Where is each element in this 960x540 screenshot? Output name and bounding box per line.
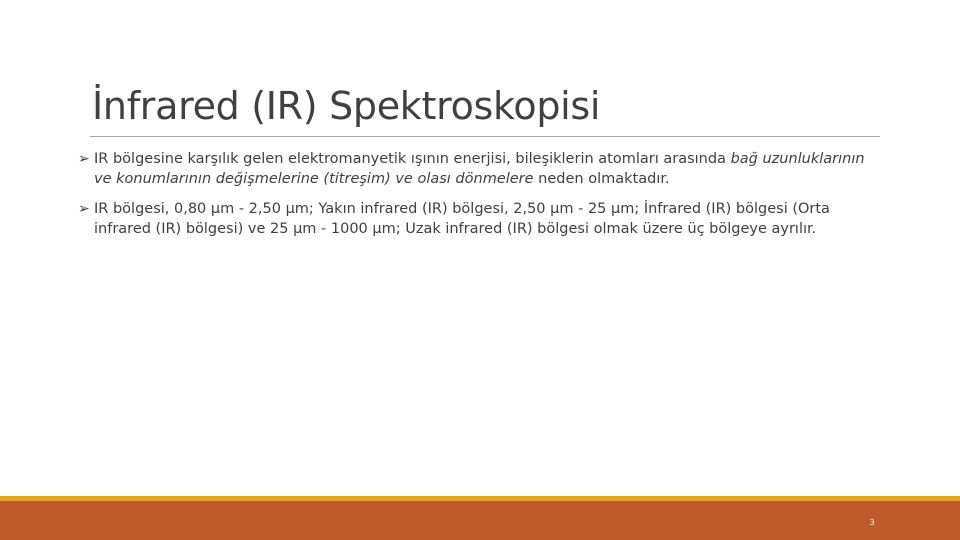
bullet-1-text: IR bölgesine karşılık gelen elektromanyetik ışının enerjisi, bileşiklerin atomları arasında [94, 151, 731, 167]
page-number: 3 [869, 518, 875, 527]
bullet-item-2 [78, 199, 878, 239]
arrow-bullet-icon: ➢ [78, 151, 90, 167]
bullet-1-italic-text: bağ uzunluklarının ve konumlarının değişmelerine (titreşim) ve olası dönmelere [94, 151, 865, 187]
slide-title: İnfrared (IR) Spektroskopisi [92, 84, 601, 128]
bullet-2-text: IR bölgesi, 0,80 µm - 2,50 µm; Yakın infrared (IR) bölgesi, 2,50 µm - 25 µm; İnfrared (IR) bölgesi (Orta infrared (IR) bölgesi) ve 25 µm - 1000 µm; Uzak infrared (IR) bölgesi olmak üzere üç bölgeye ayrılır. [94, 201, 830, 237]
title-divider [90, 136, 880, 137]
arrow-bullet-icon: ➢ [78, 201, 90, 217]
bullet-1-text-end: neden olmaktadır. [533, 171, 670, 187]
bullet-item-1 [78, 149, 878, 189]
footer-bar [0, 501, 960, 540]
slide-content [78, 149, 878, 249]
